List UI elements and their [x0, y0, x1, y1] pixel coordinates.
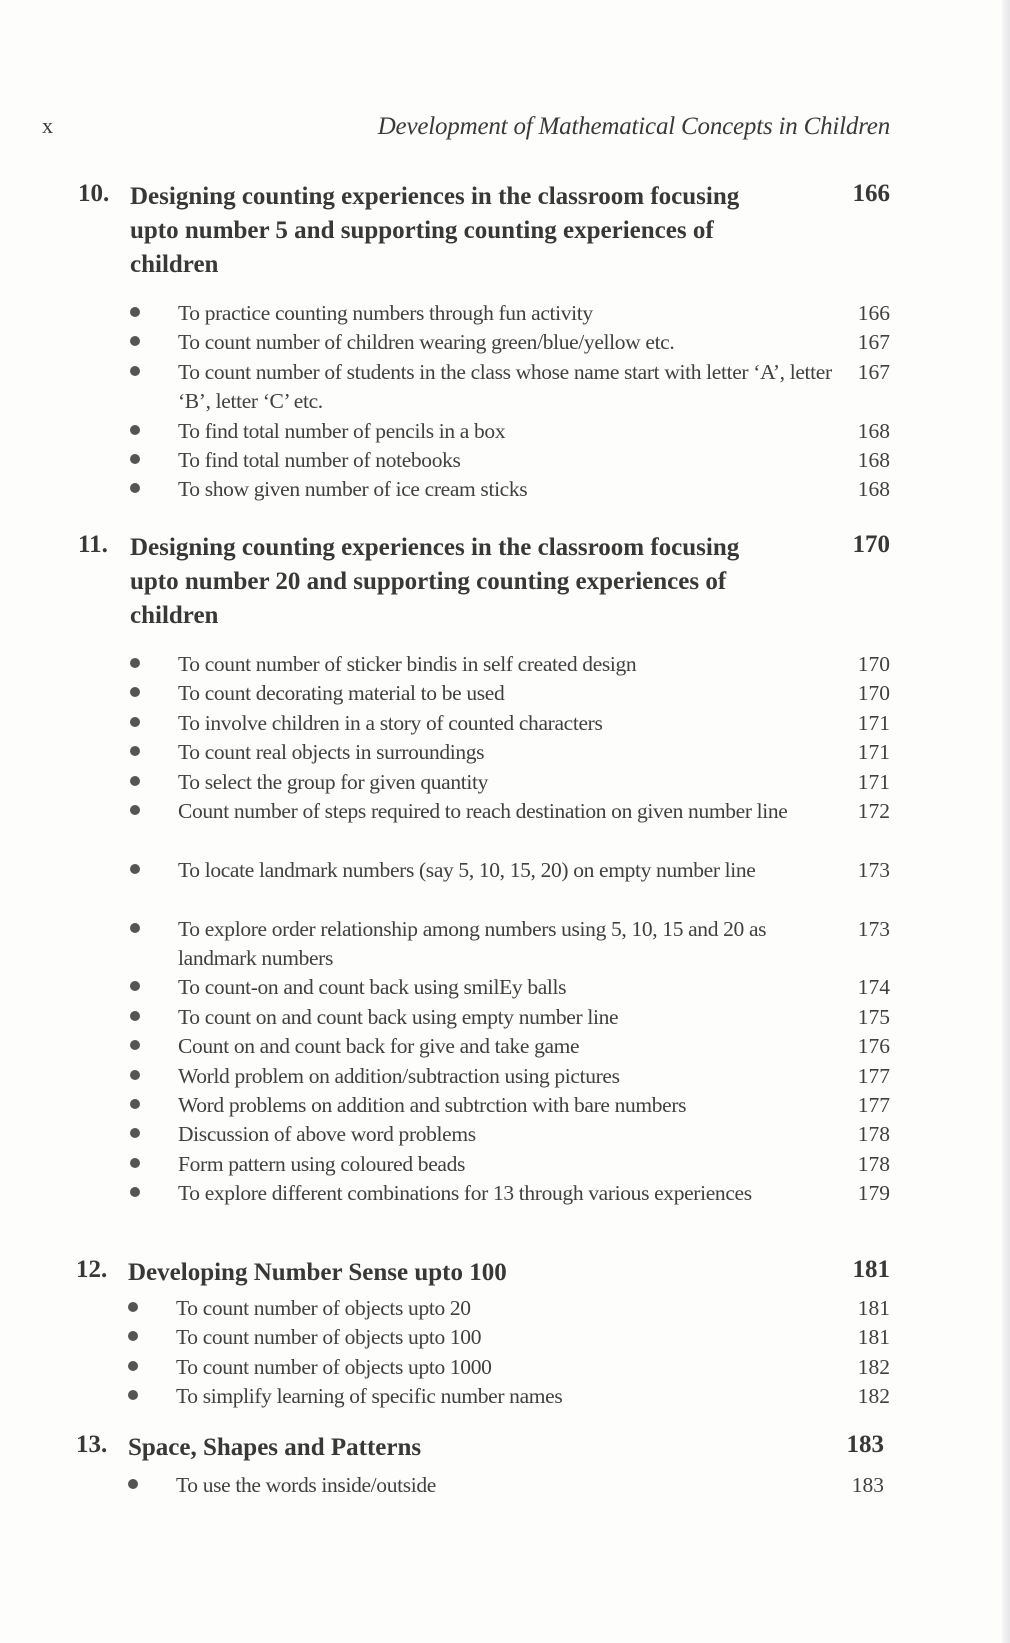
toc-item-text: To simplify learning of specific number names — [176, 1384, 563, 1409]
bullet-icon — [130, 805, 140, 815]
toc-item-text: Count on and count back for give and take game — [178, 1034, 580, 1059]
bullet-icon — [128, 1390, 138, 1400]
bullet-icon — [130, 746, 140, 756]
toc-item-text: To count number of objects upto 20 — [176, 1296, 471, 1320]
chapter-page-number: 181 — [852, 1256, 890, 1283]
bullet-icon — [130, 1011, 140, 1021]
toc-item-page: 183 — [851, 1473, 884, 1497]
bullet-icon — [128, 1479, 138, 1489]
toc-item-page: 168 — [857, 477, 890, 502]
toc-item-text: Discussion of above word problems — [178, 1122, 476, 1147]
chapter-number: 10. — [78, 180, 110, 207]
toc-item-text: To use the words inside/outside — [176, 1473, 436, 1497]
chapter-title[interactable]: Space, Shapes and Patterns — [128, 1434, 422, 1461]
chapter-number: 12. — [76, 1256, 108, 1283]
toc-item-page: 178 — [857, 1122, 890, 1147]
bullet-icon — [128, 1331, 138, 1341]
toc-item-page: 171 — [857, 710, 890, 735]
bullet-icon — [130, 1040, 140, 1050]
toc-item-page: 182 — [857, 1354, 890, 1379]
toc-item-page: 177 — [857, 1063, 890, 1088]
bullet-icon — [130, 366, 140, 376]
chapter-title[interactable]: Designing counting experiences in the classroom focusing upto number 20 and supporting counting experiences of children — [130, 534, 740, 629]
toc-item-page: 167 — [857, 359, 890, 384]
bullet-icon — [130, 483, 140, 493]
running-header — [42, 113, 890, 143]
bullet-icon — [130, 1070, 140, 1080]
toc-item-page: 171 — [857, 740, 890, 765]
toc-item-page: 168 — [857, 448, 890, 472]
toc-item-page: 182 — [857, 1384, 890, 1409]
bullet-icon — [130, 864, 140, 874]
toc-item-text: Count number of steps required to reach destination on given number line — [178, 799, 788, 823]
toc-item-text: To find total number of notebooks — [178, 448, 461, 472]
bullet-icon — [128, 1361, 138, 1371]
bullet-icon — [130, 1158, 140, 1168]
toc-item-text: To locate landmark numbers (say 5, 10, 15, 20) on empty number line — [178, 857, 756, 882]
toc-item-text: To show given number of ice cream sticks — [178, 477, 528, 502]
toc-item-text: To count-on and count back using smilEy balls — [178, 975, 567, 1000]
toc-item-text: To count real objects in surroundings — [178, 740, 485, 765]
toc-item-text: To count number of objects upto 100 — [176, 1325, 482, 1350]
toc-item-text: To explore order relationship among numbers using 5, 10, 15 and 20 as landmark numbers — [178, 916, 767, 970]
chapter-title[interactable]: Developing Number Sense upto 100 — [128, 1259, 507, 1286]
toc-item-text: To count on and count back using empty number line — [178, 1004, 619, 1029]
bullet-icon — [130, 776, 140, 786]
toc-item-text: To count decorating material to be used — [178, 681, 505, 706]
chapter-page-number: 166 — [852, 180, 890, 207]
toc-item-page: 167 — [857, 330, 890, 355]
toc-item-page: 181 — [857, 1296, 890, 1320]
running-title: Development of Mathematical Concepts in Children — [377, 113, 890, 140]
toc-item-page: 175 — [857, 1004, 890, 1029]
page-edge-shadow — [1002, 0, 1010, 1643]
bullet-icon — [130, 981, 140, 991]
toc-item-text: To find total number of pencils in a box — [178, 418, 506, 443]
toc-item-text: Word problems on addition and subtrction with bare numbers — [178, 1093, 687, 1117]
toc-item-text: To select the group for given quantity — [178, 769, 488, 794]
bullet-icon — [130, 336, 140, 346]
toc-item-text: To practice counting numbers through fun activity — [178, 301, 593, 325]
toc-item-page: 174 — [857, 975, 890, 1000]
toc-item-page: 173 — [857, 916, 890, 941]
chapter-page-number: 183 — [846, 1431, 884, 1458]
bullet-icon — [130, 658, 140, 668]
toc-item-page: 177 — [857, 1093, 890, 1117]
toc-item-text: To count number of objects upto 1000 — [176, 1354, 492, 1379]
toc-item-page: 170 — [857, 681, 890, 706]
bullet-icon — [130, 307, 140, 317]
toc-item-page: 172 — [857, 799, 890, 823]
bullet-icon — [130, 717, 140, 727]
bullet-icon — [128, 1302, 138, 1312]
bullet-icon — [130, 1099, 140, 1109]
toc-item-page: 179 — [857, 1181, 890, 1206]
toc-item-text: To count number of sticker bindis in self created design — [178, 652, 637, 676]
toc-item-text: Form pattern using coloured beads — [178, 1151, 465, 1176]
toc-item-page: 181 — [857, 1325, 890, 1350]
bullet-icon — [130, 425, 140, 435]
chapter-title[interactable]: Designing counting experiences in the classroom focusing upto number 5 and supporting counting experiences of children — [130, 183, 740, 278]
toc-item-text: World problem on addition/subtraction using pictures — [178, 1063, 620, 1088]
bullet-icon — [130, 687, 140, 697]
toc-item-page: 168 — [857, 418, 890, 443]
bullet-icon — [130, 1187, 140, 1197]
bullet-icon — [130, 1128, 140, 1138]
toc-item-page: 166 — [857, 301, 890, 325]
toc-item-page: 173 — [857, 857, 890, 882]
toc-item-text: To explore different combinations for 13 through various experiences — [178, 1181, 752, 1206]
toc-item-text: To involve children in a story of counted characters — [178, 710, 603, 735]
bullet-icon — [130, 454, 140, 464]
toc-item-page: 178 — [857, 1151, 890, 1176]
chapter-number: 11. — [78, 531, 108, 558]
toc-item-text: To count number of students in the class whose name start with letter ‘A’, letter ‘B’, letter ‘C’ etc. — [178, 359, 832, 414]
page-folio: x — [42, 113, 53, 138]
toc-item-page: 176 — [857, 1034, 890, 1059]
bullet-icon — [130, 923, 140, 933]
toc-item-page: 170 — [857, 652, 890, 676]
toc-item-text: To count number of children wearing green/blue/yellow etc. — [178, 330, 675, 355]
chapter-number: 13. — [76, 1431, 108, 1458]
toc-item-page: 171 — [857, 769, 890, 794]
chapter-page-number: 170 — [852, 531, 890, 558]
